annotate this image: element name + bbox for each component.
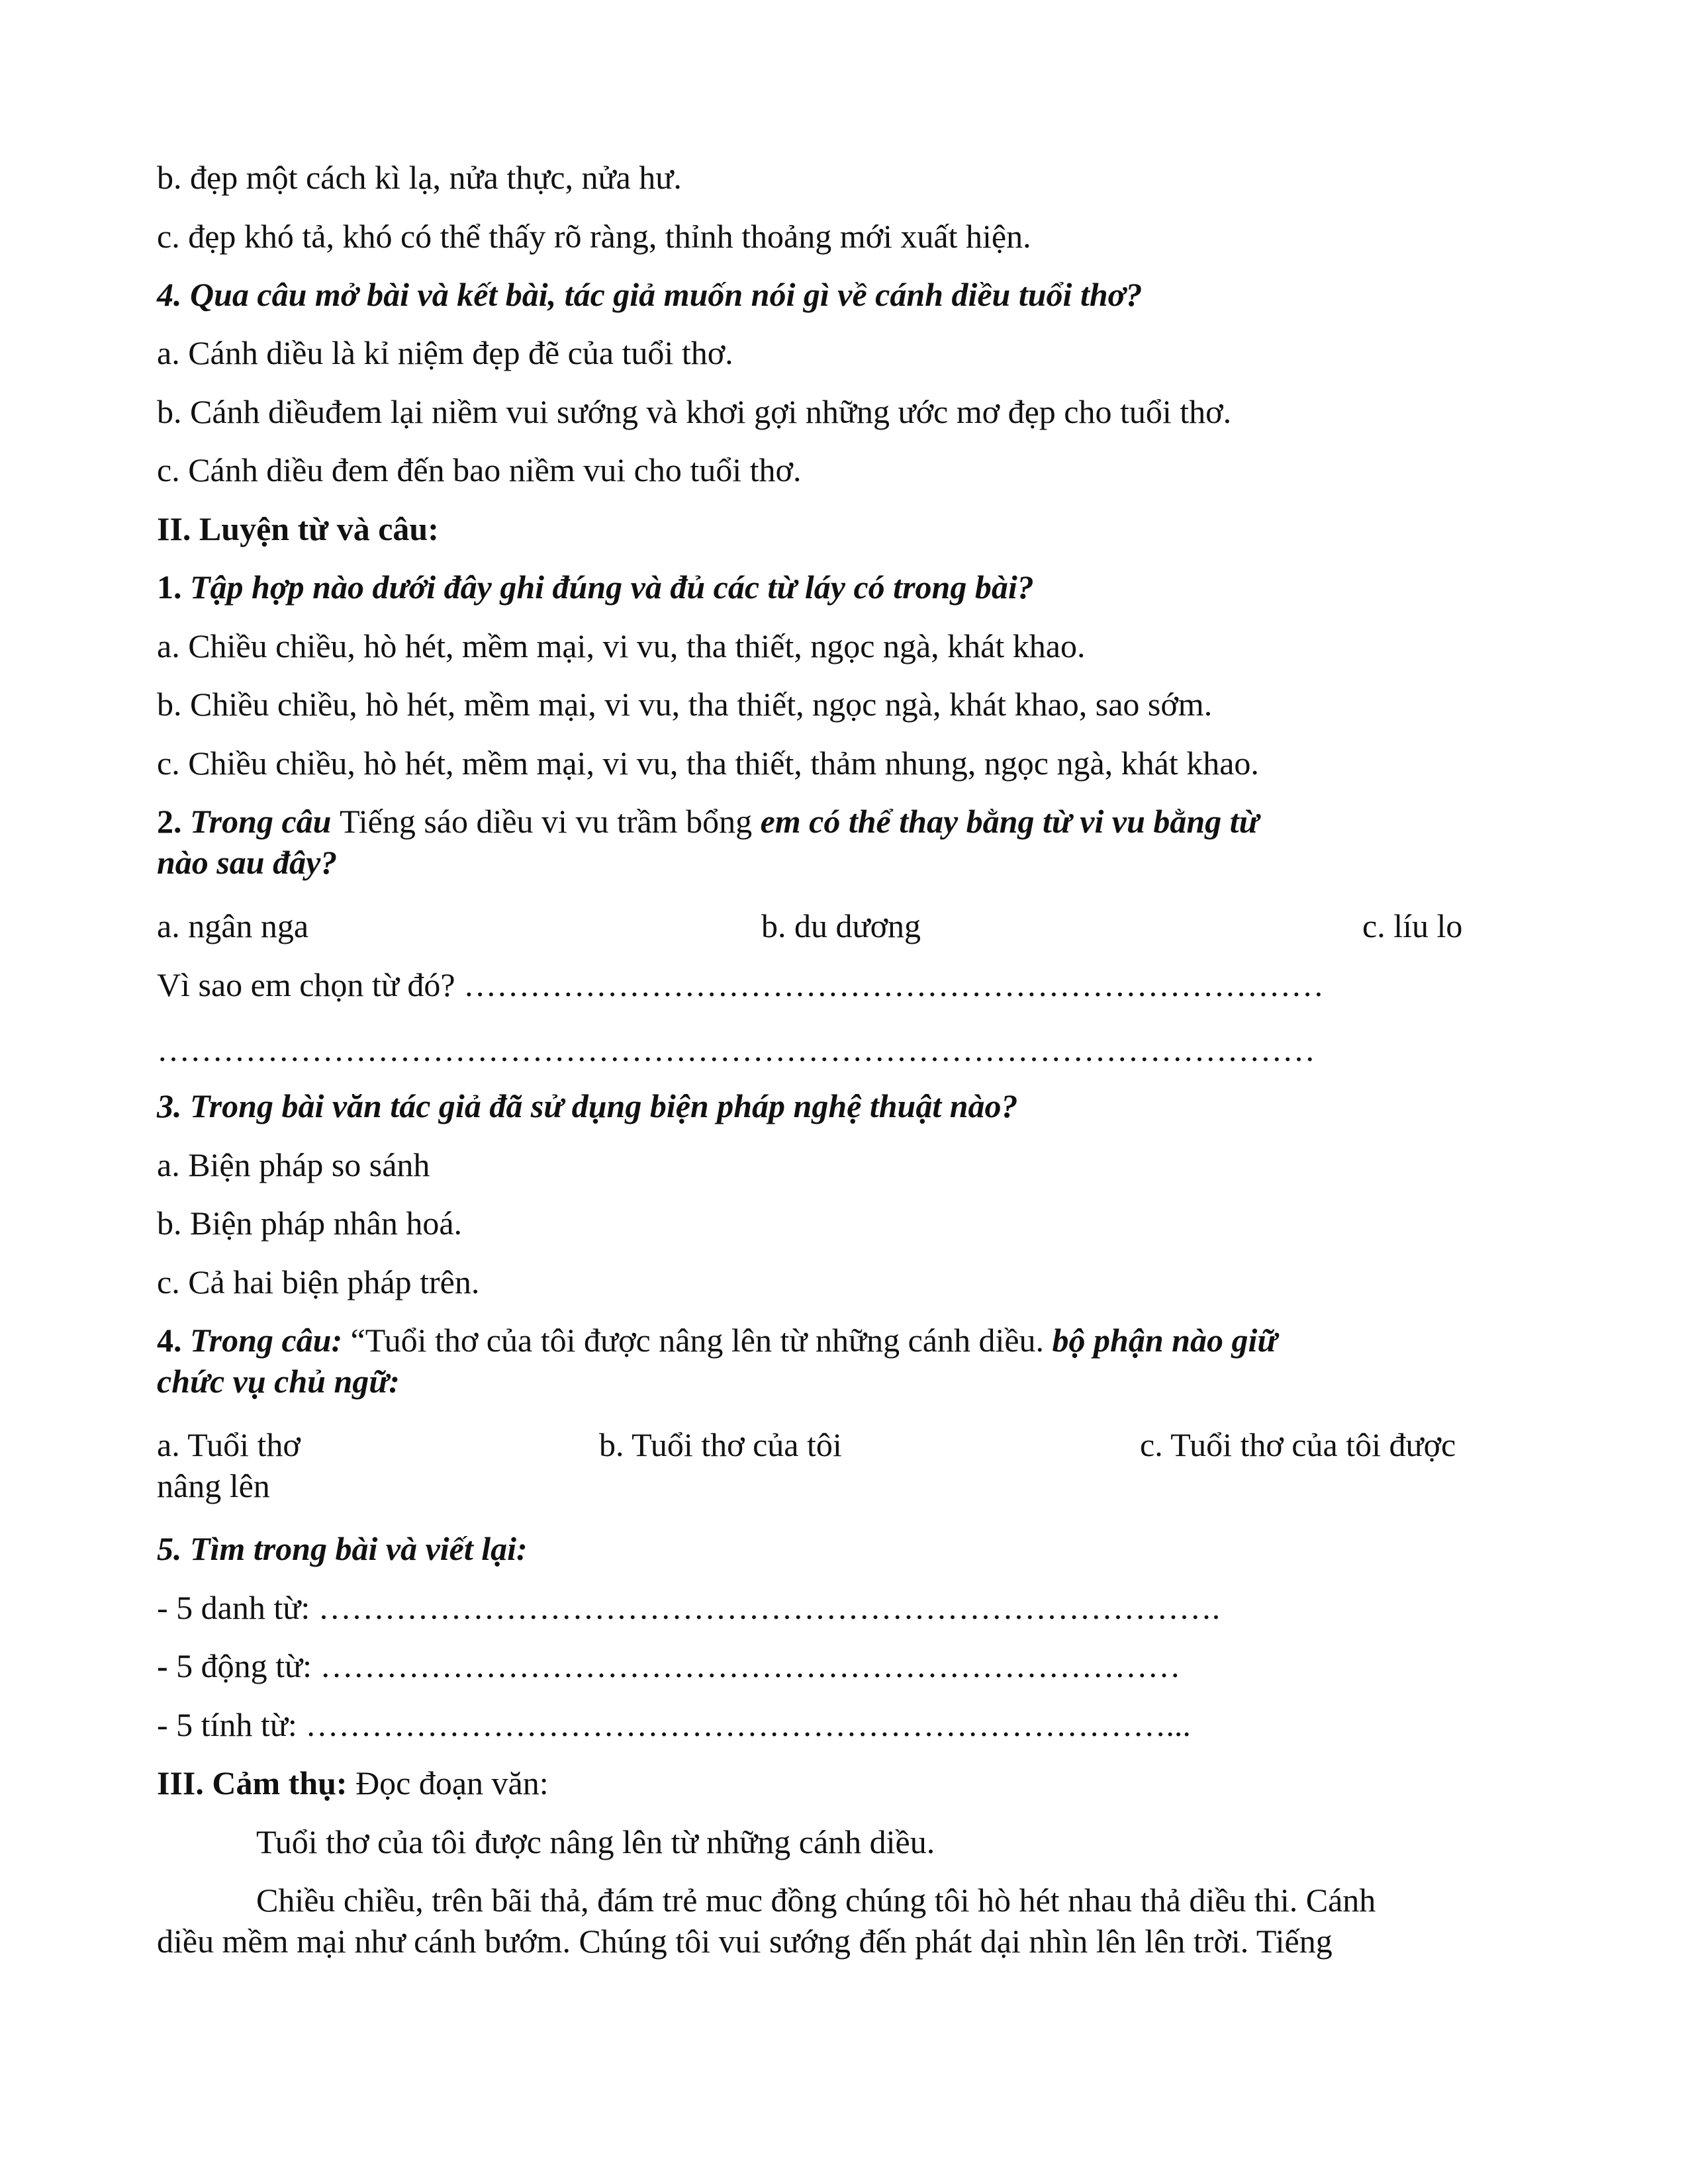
- part2-q1-text: Tập hợp nào dưới đây ghi đúng và đủ các từ láy có trong bài?: [181, 569, 1034, 606]
- section-heading-3-title: III. Cảm thụ:: [157, 1764, 348, 1801]
- part2-q3-option-b: b. Biện pháp nhân hoá.: [157, 1205, 463, 1242]
- part2-q2-why: Vì sao em chọn từ đó? ……………………………………………………………………: [157, 966, 1325, 1003]
- part2-q5-adjectives: - 5 tính từ: ……………………………………………………………………...: [157, 1706, 1191, 1743]
- section-heading-2: II. Luyện từ và câu:: [157, 510, 439, 547]
- part1-q4-option-a: a. Cánh diều là kỉ niệm đẹp đẽ của tuổi thơ.: [157, 334, 733, 371]
- passage-paragraph-2-line-2: diều mềm mại như cánh bướm. Chúng tôi vui sướng đến phát dại nhìn lên lên trời. Tiếng: [157, 1923, 1333, 1960]
- part1-q4-option-b: b. Cánh diềuđem lại niềm vui sướng và khơi gợi những ước mơ đẹp cho tuổi thơ.: [157, 393, 1232, 430]
- part2-q2-option-c: c. líu lo: [1362, 907, 1463, 944]
- part2-q2-num: 2.: [157, 803, 182, 840]
- passage-paragraph-2-line-1: Chiều chiều, trên bãi thả, đám trẻ muc đồng chúng tôi hò hét nhau thả diều thi. Cánh: [256, 1882, 1376, 1919]
- passage-line-1: Tuổi thơ của tôi được nâng lên từ những cánh diều.: [256, 1823, 935, 1860]
- part2-q4-lead: Trong câu:: [181, 1322, 343, 1359]
- q3-option-c: c. đẹp khó tả, khó có thể thấy rõ ràng, thỉnh thoảng mới xuất hiện.: [157, 218, 1031, 255]
- part2-q4-question: [157, 1320, 1277, 1360]
- part2-q4-quote: “Tuổi thơ của tôi được nâng lên từ những cánh diều.: [342, 1322, 1045, 1359]
- part2-q2-question-line2: nào sau đây?: [157, 844, 338, 881]
- part2-q2-option-b: b. du dương: [761, 907, 921, 944]
- part1-q4-option-c: c. Cánh diều đem đến bao niềm vui cho tuổi thơ.: [157, 451, 802, 488]
- part2-q4-tail: bộ phận nào giữ: [1044, 1322, 1278, 1359]
- part2-q5-verbs-dash: -: [157, 1647, 168, 1684]
- part2-q4-num: 4.: [157, 1322, 182, 1359]
- part2-q5-verbs: [157, 1646, 1181, 1686]
- part2-q3-option-a: a. Biện pháp so sánh: [157, 1146, 430, 1183]
- part2-q4-option-c-continued: nâng lên: [157, 1467, 270, 1504]
- part2-q4-option-b: b. Tuổi thơ của tôi: [599, 1426, 842, 1463]
- part2-q4-question-line2: chức vụ chủ ngữ:: [157, 1363, 400, 1400]
- part2-q2-answer-dots: ……………………………………………………………………………………………: [157, 1031, 1315, 1068]
- part2-q1-question: [157, 567, 1034, 607]
- part2-q2-quote: Tiếng sáo diều vi vu trầm bổng: [339, 803, 753, 840]
- part2-q1-option-c: c. Chiều chiều, hò hét, mềm mại, vi vu, tha thiết, thảm nhung, ngọc ngà, khát khao.: [157, 745, 1259, 782]
- section-heading-3: [157, 1763, 549, 1803]
- part2-q5-verbs-text: 5 động từ: ……………………………………………………………………: [167, 1647, 1181, 1684]
- part2-q2-option-a: a. ngân nga: [157, 907, 309, 944]
- section-heading-3-intro: Đọc đoạn văn:: [347, 1764, 549, 1801]
- part2-q5-nouns: - 5 danh từ: ……………………………………………………………………….: [157, 1589, 1221, 1626]
- part2-q4-option-c: c. Tuổi thơ của tôi được: [1140, 1426, 1456, 1463]
- part2-q2-word: vi vu: [1080, 803, 1145, 840]
- part2-q4-option-a: a. Tuổi thơ: [157, 1426, 301, 1463]
- part2-q2-lead: Trong câu: [181, 803, 340, 840]
- q3-option-b: b. đẹp một cách kì lạ, nửa thực, nửa hư.: [157, 159, 682, 196]
- part2-q2-tail: bằng từ: [1145, 803, 1259, 840]
- part1-q4-question: 4. Qua câu mở bài và kết bài, tác giả muốn nói gì về cánh diều tuổi thơ?: [157, 276, 1143, 313]
- part2-q5-question: 5. Tìm trong bài và viết lại:: [157, 1530, 528, 1567]
- part2-q2-mid: em có thể thay bằng từ: [752, 803, 1080, 840]
- part2-q2-question: [157, 801, 1259, 841]
- part2-q3-option-c: c. Cả hai biện pháp trên.: [157, 1263, 480, 1300]
- part2-q3-question: 3. Trong bài văn tác giả đã sử dụng biện pháp nghệ thuật nào?: [157, 1087, 1018, 1124]
- part2-q1-num: 1.: [157, 569, 182, 606]
- part2-q1-option-a: a. Chiều chiều, hò hét, mềm mại, vi vu, tha thiết, ngọc ngà, khát khao.: [157, 627, 1086, 664]
- part2-q1-option-b: b. Chiều chiều, hò hét, mềm mại, vi vu, tha thiết, ngọc ngà, khát khao, sao sớm.: [157, 686, 1213, 723]
